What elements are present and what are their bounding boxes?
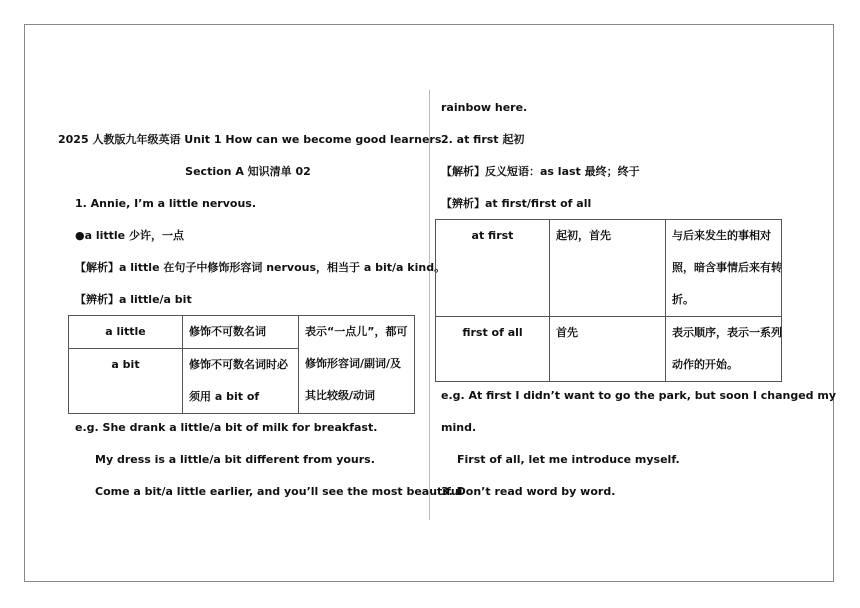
table-cell: a bit (69, 349, 183, 414)
cell-line: 修饰不可数名词时必 (189, 358, 288, 371)
table-cell: first of all (436, 317, 550, 382)
cell-line: 折。 (672, 293, 694, 306)
cell-line: 照，暗含事情后来有转 (672, 261, 782, 274)
cell-line: 须用 a bit of (189, 390, 260, 403)
cell-line: 表示顺序，表示一系列 (672, 326, 782, 339)
example-at-first-continued: mind. (441, 421, 477, 434)
discrimination-a-little: 【辨析】a little/a bit (75, 293, 192, 306)
analysis-a-little: 【解析】a little 在句子中修饰形容词 nervous，相当于 a bit/a kind。 (75, 261, 446, 274)
section-subtitle: Section A 知识清单 02 (185, 165, 311, 178)
example-3: Come a bit/a little earlier, and you’ll see the most beautiful (95, 485, 463, 498)
table-cell (666, 317, 782, 382)
comparison-table-a-little (68, 315, 415, 414)
analysis-at-first: 【解析】反义短语：as last 最终；终于 (441, 165, 640, 178)
table-cell: a little (69, 316, 183, 349)
example-2: My dress is a little/a bit different from yours. (95, 453, 375, 466)
table-cell: 首先 (550, 317, 666, 382)
item-1: 1. Annie, I’m a little nervous. (75, 197, 257, 210)
table-cell: at first (436, 220, 550, 317)
table-cell (299, 316, 415, 414)
table-row (436, 220, 782, 317)
cell-line: 修饰形容词/副词/及 (305, 357, 402, 370)
table-cell: 起初，首先 (550, 220, 666, 317)
example-3-continued: rainbow here. (441, 101, 528, 114)
bullet-a-little: ●a little 少许，一点 (75, 229, 184, 242)
example-first-of-all: First of all, let me introduce myself. (457, 453, 680, 466)
table-row (436, 317, 782, 382)
cell-line: 表示“一点儿”，都可 (305, 325, 408, 338)
item-2: 2. at first 起初 (441, 133, 525, 146)
table-cell (666, 220, 782, 317)
column-divider (429, 90, 430, 520)
cell-line: 其比较级/动词 (305, 389, 376, 402)
document-title: 2025 人教版九年级英语 Unit 1 How can we become good learners (58, 133, 442, 146)
discrimination-at-first: 【辨析】at first/first of all (441, 197, 592, 210)
table-cell: 修饰不可数名词 (183, 316, 299, 349)
table-row (69, 316, 415, 349)
cell-line: 动作的开始。 (672, 358, 738, 371)
example-1: e.g. She drank a little/a bit of milk for breakfast. (75, 421, 378, 434)
cell-line: 与后来发生的事相对 (672, 229, 771, 242)
comparison-table-at-first (435, 219, 782, 382)
item-3: 3. Don’t read word by word. (441, 485, 616, 498)
example-at-first: e.g. At first I didn’t want to go the park, but soon I changed my (441, 389, 837, 402)
table-cell (183, 349, 299, 414)
